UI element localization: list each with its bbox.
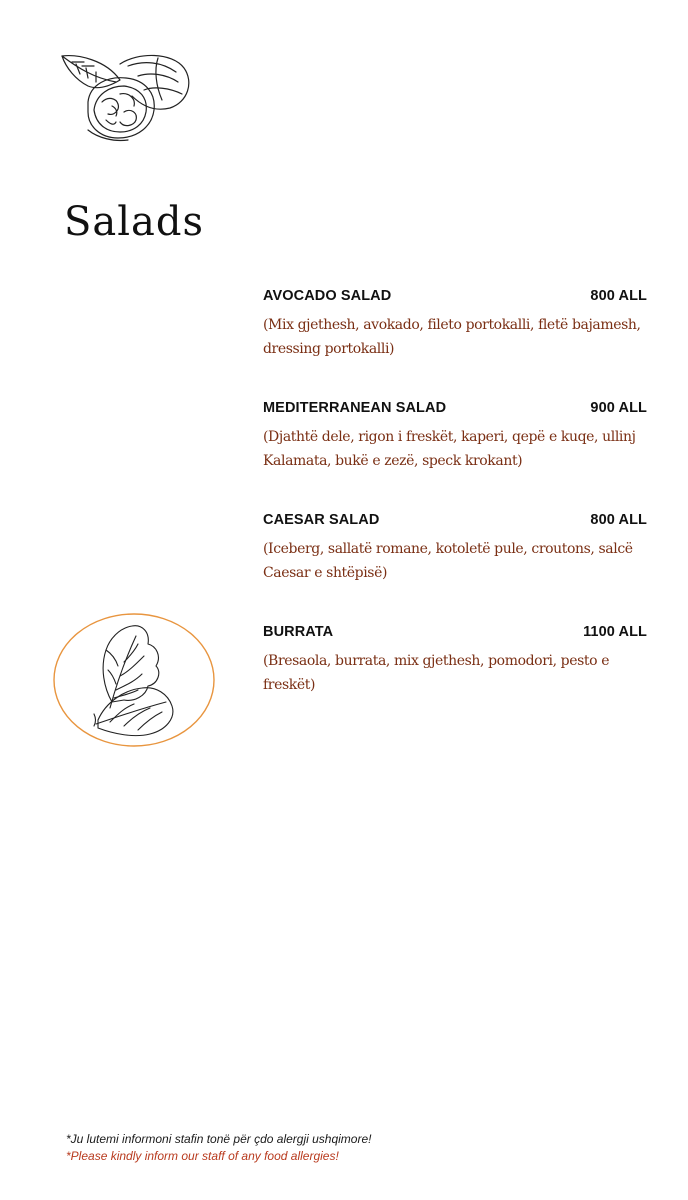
section-title: Salads: [64, 199, 205, 245]
menu-item-header: [263, 288, 647, 308]
menu-item-name: AVOCADO SALAD: [263, 288, 392, 304]
menu-item: [263, 288, 647, 361]
menu-item-price: 1100 ALL: [583, 624, 647, 640]
menu-item-name: BURRATA: [263, 624, 334, 640]
menu-item: [263, 400, 647, 473]
menu-item: [263, 624, 647, 697]
menu-list: [263, 288, 647, 736]
lettuce-icon: [50, 610, 218, 750]
allergy-note-english: *Please kindly inform our staff of any food allergies!: [66, 1149, 339, 1163]
menu-item-price: 800 ALL: [590, 512, 647, 528]
menu-item-name: MEDITERRANEAN SALAD: [263, 400, 447, 416]
menu-item-description: (Mix gjethesh, avokado, fileto portokalli, fletë bajamesh, dressing portokalli): [263, 317, 641, 357]
menu-item-price: 800 ALL: [590, 288, 647, 304]
menu-item-description: (Iceberg, sallatë romane, kotoletë pule, croutons, salcë Caesar e shtëpisë): [263, 541, 633, 581]
allergy-notes: [66, 1131, 371, 1165]
menu-item-name: CAESAR SALAD: [263, 512, 380, 528]
allergy-note-albanian: *Ju lutemi informoni stafin tonë për çdo alergji ushqimore!: [66, 1132, 372, 1146]
menu-item-price: 900 ALL: [590, 400, 647, 416]
menu-item-header: [263, 512, 647, 532]
walnut-icon: [58, 50, 194, 142]
menu-item-description: (Djathtë dele, rigon i freskët, kaperi, qepë e kuqe, ullinj Kalamata, bukë e zezë, speck krokant): [263, 429, 636, 469]
menu-item-header: [263, 400, 647, 420]
menu-item: [263, 512, 647, 585]
menu-item-description: (Bresaola, burrata, mix gjethesh, pomodori, pesto e freskët): [263, 653, 610, 693]
menu-item-header: [263, 624, 647, 644]
